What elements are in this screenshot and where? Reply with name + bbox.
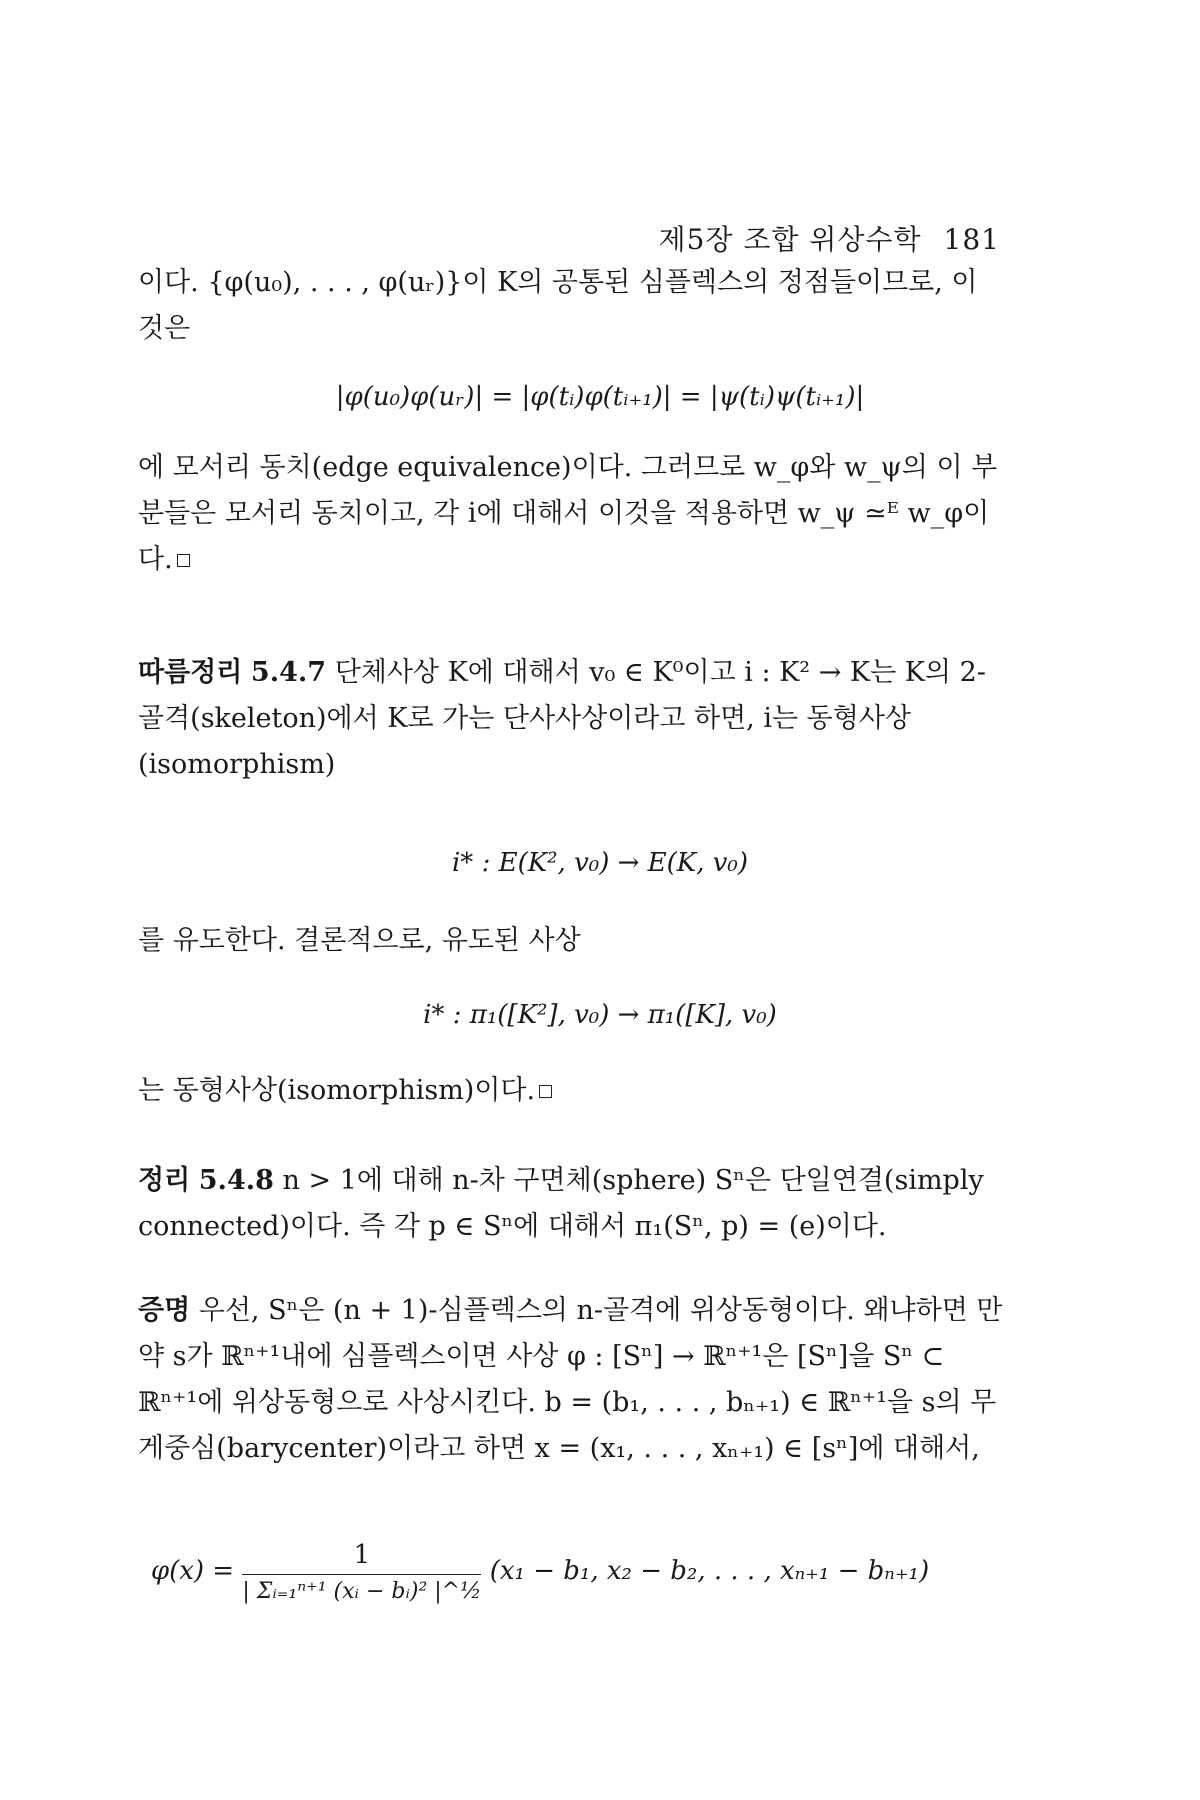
running-header: [659, 218, 1000, 258]
corollary-end: [138, 1068, 1008, 1114]
theorem-5-4-8: [138, 1158, 1008, 1250]
corollary-label: 따름정리: [138, 657, 243, 688]
qed-icon: [539, 1085, 552, 1098]
equation-projection-map: [0, 1540, 1140, 1604]
chapter-title: 제5장 조합 위상수학: [658, 223, 922, 256]
corollary-number: 5.4.7: [250, 657, 327, 688]
theorem-statement: n > 1에 대해 n-차 구면체(sphere) Sⁿ은 단일연결(simply connected)이다. 즉 각 p ∈ Sⁿ에 대해서 π₁(Sⁿ, p) = (e)이다.: [138, 1165, 984, 1242]
equation-edge-equivalence: |φ(u₀)φ(uᵣ)| = |φ(tᵢ)φ(tᵢ₊₁)| = |ψ(tᵢ)ψ(tᵢ₊₁)|: [335, 382, 865, 412]
fraction-numerator: 1: [242, 1540, 481, 1575]
page-number: 181: [943, 223, 1000, 256]
corollary-5-4-7: [138, 650, 1008, 788]
corollary-statement: 단체사상 K에 대해서 v₀ ∈ K⁰이고 i : K² → K는 K의 2-골격(skeleton)에서 K로 가는 단사사상이라고 하면, i는 동형사상 (isomorphism): [138, 657, 986, 780]
proof: [138, 1288, 1008, 1472]
theorem-number: 5.4.8: [198, 1165, 274, 1196]
corollary-mid-text: 를 유도한다. 결론적으로, 유도된 사상: [138, 925, 581, 956]
intro-text: 이다. {φ(u₀), . . . , φ(uᵣ)}이 K의 공통된 심플렉스의 정점들이므로, 이 것은: [138, 267, 978, 344]
projection-rhs: (x₁ − b₁, x₂ − b₂, . . . , xₙ₊₁ − bₙ₊₁): [489, 1556, 930, 1586]
equation-fundamental-group-iso: i* : π₁([K²], v₀) → π₁([K], v₀): [423, 1000, 777, 1030]
corollary-end-text: 는 동형사상(isomorphism)이다.: [138, 1075, 536, 1106]
projection-lhs: φ(x) =: [150, 1556, 235, 1586]
conclusion-text: 에 모서리 동치(edge equivalence)이다. 그러므로 w_φ와 w_ψ의 이 부분들은 모서리 동치이고, 각 i에 대해서 이것을 적용하면 w_ψ ≃ᴱ w_φ이다.: [138, 452, 998, 575]
qed-icon: [177, 554, 190, 567]
proof-text: 우선, Sⁿ은 (n + 1)-심플렉스의 n-골격에 위상동형이다. 왜냐하면 만약 s가 ℝⁿ⁺¹내에 심플렉스이면 사상 φ : [Sⁿ] → ℝⁿ⁺¹은 [Sⁿ]을 Sⁿ ⊂ ℝⁿ⁺¹에 위상동형으로 사상시킨다. b = (b₁, . . . , bₙ₊₁) ∈ ℝⁿ⁺¹을 s의 무게중심(barycenter)이라고 하면 x = (x₁, . . . , xₙ₊₁) ∈ [sⁿ]에 대해서,: [138, 1295, 1003, 1464]
corollary-mid: [138, 918, 1008, 964]
fraction-denominator: | Σᵢ₌₁ⁿ⁺¹ (xᵢ − bᵢ)² |^½: [242, 1579, 482, 1604]
theorem-label: 정리: [138, 1165, 191, 1196]
paragraph-intro: [138, 260, 1008, 352]
equation-edge-group-iso: i* : E(K², v₀) → E(K, v₀): [451, 848, 748, 878]
paragraph-conclusion: [138, 445, 1008, 583]
projection-fraction: [242, 1540, 481, 1604]
proof-label: 증명: [138, 1295, 191, 1326]
